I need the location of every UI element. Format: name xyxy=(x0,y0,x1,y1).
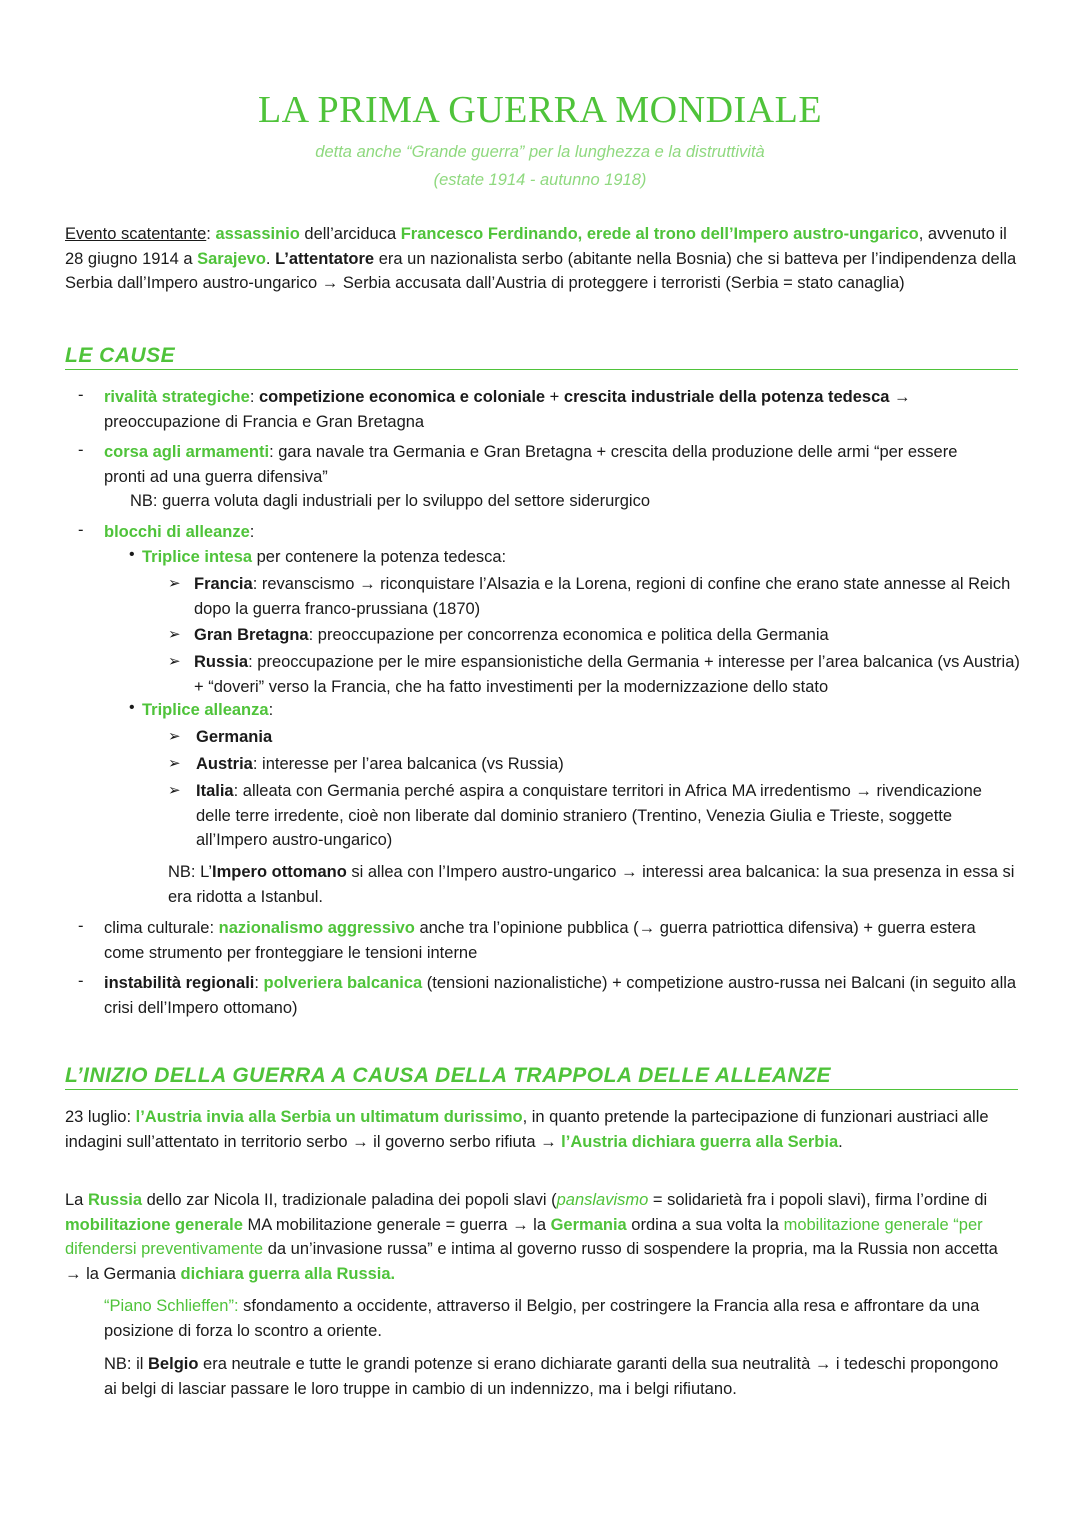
text: : interesse per l’area balcanica (vs Russia) xyxy=(252,755,564,773)
text: , in quanto pretende la partecipazione di funzionari austriaci alle indagini sull’attentato in territorio serbo → il governo serbo rifiuta → xyxy=(65,1108,989,1151)
highlight: nazionalismo aggressivo xyxy=(218,919,415,937)
note xyxy=(168,860,1023,909)
bold-term: Italia xyxy=(196,782,234,800)
bold-term: Impero ottomano xyxy=(212,863,347,881)
bold-term: Russia xyxy=(194,653,249,671)
dash-bullet: - xyxy=(78,972,84,990)
highlight: Russia xyxy=(87,1191,143,1209)
text: da un’invasione russa” e intima al governo russo di sospendere la propria, ma la Russia non accetta → la Germania xyxy=(65,1240,998,1283)
bold-term: Austria xyxy=(196,755,253,773)
paragraph xyxy=(65,1105,995,1154)
list-item xyxy=(196,725,1026,750)
paragraph xyxy=(104,1294,984,1343)
list-item xyxy=(196,779,1021,853)
page-title: LA PRIMA GUERRA MONDIALE xyxy=(257,89,823,131)
bold-term: L’attentatore xyxy=(275,249,375,268)
text: : revanscismo → riconquistare l’Alsazia e la Lorena, regioni di confine che erano state annesse al Reich dopo la guerra franco-prussiana (1870) xyxy=(194,575,1011,618)
list-item xyxy=(142,545,1002,570)
list-item xyxy=(142,698,1002,723)
text: , avvenuto il 28 giugno 1914 a xyxy=(65,225,1007,268)
intro-label: Evento scatentante xyxy=(65,225,207,243)
dot-bullet: • xyxy=(129,699,135,716)
list-item xyxy=(194,650,1024,699)
highlight: assassinio xyxy=(215,225,300,243)
highlight: Triplice alleanza xyxy=(142,701,269,719)
list-item xyxy=(194,572,1024,621)
text: : xyxy=(206,225,216,243)
highlight: l’Austria invia alla Serbia un ultimatum durissimo xyxy=(135,1108,523,1126)
text: : alleata con Germania perché aspira a conquistare territori in Africa MA irredentismo → rivendicazione delle terre irredente, cioè non liberate dal dominio straniero (Trentino, Venezia Giulia e Trieste, soggette all’Impero austro-ungarico) xyxy=(196,782,982,849)
paragraph xyxy=(65,1188,1010,1286)
text: dello zar Nicola II, tradizionale paladina dei popoli slavi ( xyxy=(142,1191,557,1209)
arrow-bullet: ➢ xyxy=(168,653,181,670)
text: . xyxy=(265,249,276,268)
highlight: corsa agli armamenti xyxy=(104,443,270,461)
list-item xyxy=(104,440,994,489)
highlight-light: “Piano Schlieffen”: xyxy=(104,1297,239,1315)
text: → preoccupazione di Francia e Gran Bretagna xyxy=(104,388,911,431)
list-item xyxy=(196,752,1026,777)
dash-bullet: - xyxy=(78,386,84,404)
dash-bullet: - xyxy=(78,917,84,935)
text: anche tra l’opinione pubblica (→ guerra patriottica difensiva) + guerra estera come strumento per fronteggiare le tensioni interne xyxy=(104,919,976,962)
dash-bullet: - xyxy=(78,521,84,539)
text: NB: L’ xyxy=(168,863,213,881)
highlight: Triplice intesa xyxy=(142,548,253,566)
text: : gara navale tra Germania e Gran Bretagna + crescita della produzione delle armi “per essere pronti ad una guerra difensiva” xyxy=(104,443,958,486)
text: La xyxy=(65,1191,88,1209)
highlight: l’Austria dichiara guerra alla Serbia xyxy=(561,1132,839,1151)
text: sfondamento a occidente, attraverso il Belgio, per costringere la Francia alla resa e affrontare da una posizione di forza lo scontro a oriente. xyxy=(104,1297,980,1340)
highlight: Sarajevo xyxy=(197,249,266,268)
text: MA mobilitazione generale = guerra → la xyxy=(242,1215,551,1234)
text: : preoccupazione per le mire espansionistiche della Germania + interesse per l’area balcanica (vs Austria) + “doveri” verso la Francia, che ha fatto investimenti per la modernizzazione dello stato xyxy=(194,653,1020,696)
arrow-bullet: ➢ xyxy=(168,728,181,745)
list-item xyxy=(104,916,1019,965)
text: clima culturale: xyxy=(104,919,219,937)
bold-term: crescita industriale della potenza tedesca xyxy=(563,388,890,406)
text: 23 luglio: xyxy=(65,1108,136,1126)
text: . xyxy=(838,1132,843,1151)
highlight: dichiara guerra alla Russia. xyxy=(180,1264,396,1283)
dot-bullet: • xyxy=(129,546,135,563)
bold-term: instabilità regionali xyxy=(104,974,255,992)
text: : xyxy=(249,388,259,406)
bold-term: Germania xyxy=(196,728,273,746)
bold-term: Gran Bretagna xyxy=(194,626,309,644)
text: (tensioni nazionalistiche) + competizione austro-russa nei Balcani (in seguito alla crisi dell’Impero ottomano) xyxy=(104,974,1017,1017)
text: si allea con l’Impero austro-ungarico → interessi area balcanica: la sua presenza in essa si era ridotta a Istanbul. xyxy=(168,863,1015,906)
bold-term: Francia xyxy=(194,575,253,593)
text: : xyxy=(268,701,274,719)
list-item xyxy=(194,623,1024,648)
text: ordina a sua volta la xyxy=(626,1215,784,1234)
highlight: Francesco Ferdinando, erede al trono dell’Impero austro-ungarico xyxy=(400,225,919,243)
highlight: rivalità strategiche xyxy=(104,388,250,406)
text: dell’arciduca xyxy=(299,225,401,243)
arrow-bullet: ➢ xyxy=(168,782,181,799)
text: = solidarietà fra i popoli slavi), firma l’ordine di xyxy=(648,1191,988,1209)
text: : xyxy=(249,523,255,541)
list-item xyxy=(104,971,1019,1020)
intro-paragraph xyxy=(65,222,1025,296)
highlight: blocchi di alleanze xyxy=(104,523,250,541)
text: + xyxy=(545,388,564,406)
text: : preoccupazione per concorrenza economica e politica della Germania xyxy=(308,626,829,644)
highlight-light: mobilitazione generale “per difendersi preventivamente xyxy=(65,1215,983,1258)
highlight: mobilitazione generale xyxy=(65,1215,243,1234)
section-heading-cause: LE CAUSE xyxy=(65,344,1018,370)
text: era neutrale e tutte le grandi potenze si erano dichiarate garanti della sua neutralità → i tedeschi propongono ai belgi di lasciar passare le loro truppe in cambio di un indennizzo, ma i belgi rifiutano. xyxy=(104,1355,999,1398)
date-range: (estate 1914 - autunno 1918) xyxy=(433,171,647,189)
bold-term: competizione economica e coloniale xyxy=(259,388,546,406)
arrow-bullet: ➢ xyxy=(168,626,181,643)
highlight: polveriera balcanica xyxy=(263,974,423,992)
bold-term: Belgio xyxy=(148,1355,199,1373)
text: per contenere la potenza tedesca: xyxy=(252,548,507,566)
highlight: Germania xyxy=(550,1215,627,1234)
highlight-italic: panslavismo xyxy=(556,1191,649,1209)
section-heading-inizio: L’INIZIO DELLA GUERRA A CAUSA DELLA TRAPPOLA DELLE ALLEANZE xyxy=(65,1064,1018,1090)
list-item xyxy=(104,385,984,434)
arrow-bullet: ➢ xyxy=(168,755,181,772)
text: NB: il xyxy=(104,1355,149,1373)
subtitle: detta anche “Grande guerra” per la lunghezza e la distruttività xyxy=(315,143,765,161)
arrow-bullet: ➢ xyxy=(168,575,181,592)
dash-bullet: - xyxy=(78,441,84,459)
text: : xyxy=(254,974,264,992)
note: NB: guerra voluta dagli industriali per lo sviluppo del settore siderurgico xyxy=(130,492,651,510)
paragraph xyxy=(104,1352,1009,1401)
text: era un nazionalista serbo (abitante nella Bosnia) che si batteva per l’indipendenza della Serbia dall’Impero austro-ungarico → Serbia accusata dall’Austria di proteggere i terroristi (Serbia = stato canaglia) xyxy=(65,249,1017,292)
list-item xyxy=(104,520,984,545)
